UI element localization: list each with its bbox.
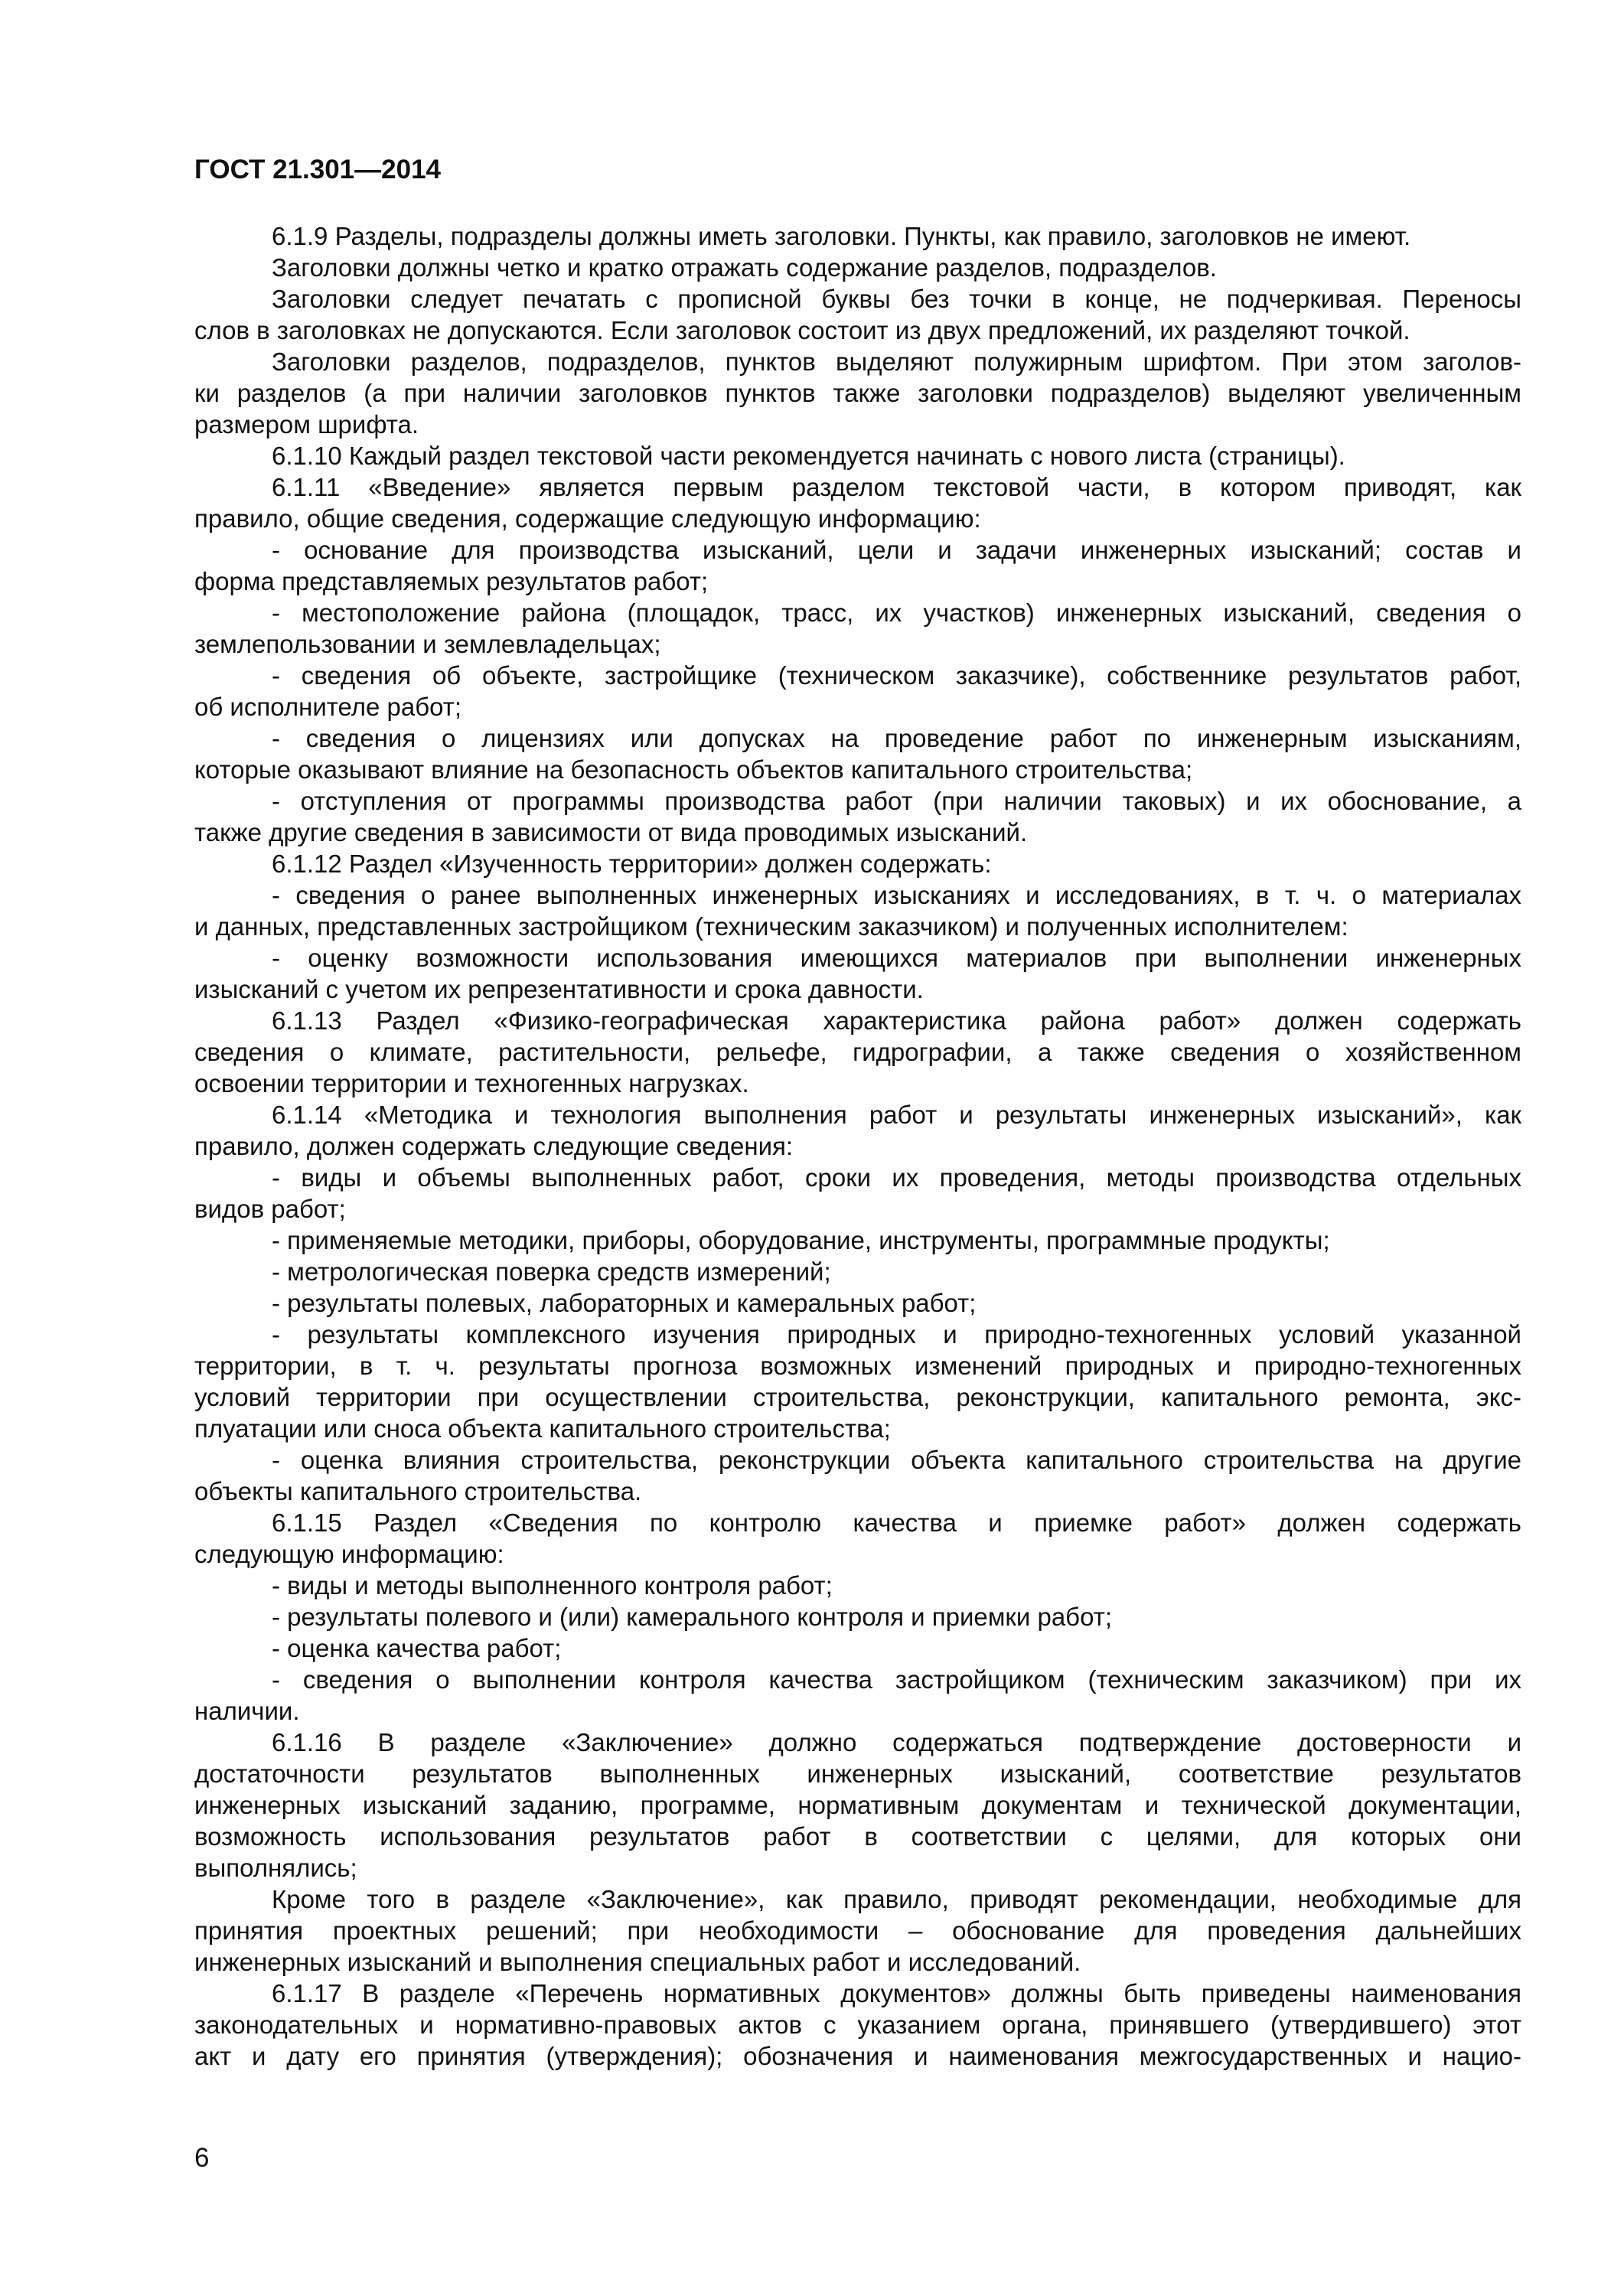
text-line: условий территории при осуществлении строительства, реконструкции, капитального ремонта, экс- [194,1383,1521,1411]
document-body [194,220,1521,2072]
text-line: форма представляемых результатов работ; [194,567,709,595]
text-line: сведения о климате, растительности, рельефе, гидрографии, а также сведения о хозяйственном [194,1038,1521,1066]
text-line: возможность использования результатов работ в соответствии с целями, для которых они [194,1822,1521,1851]
text-line: также другие сведения в зависимости от вида проводимых изысканий. [194,818,1028,846]
text-line: правило, общие сведения, содержащие следующую информацию: [194,504,981,533]
text-line: Заголовки должны четко и кратко отражать содержание разделов, подразделов. [272,253,1217,282]
text-line: - сведения об объекте, застройщике (техническом заказчике), собственнике результатов работ, [272,661,1521,690]
text-line: слов в заголовках не допускаются. Если заголовок состоит из двух предложений, их разделяют точкой. [194,316,1410,344]
text-line: - сведения о лицензиях или допусках на проведение работ по инженерным изысканиям, [272,724,1521,752]
text-line: территории, в т. ч. результаты прогноза возможных изменений природных и природно-техногенных [194,1352,1521,1380]
text-line: - оценка влияния строительства, реконструкции объекта капитального строительства на другие [272,1446,1521,1474]
text-line: размером шрифта. [194,410,419,439]
text-line: ки разделов (а при наличии заголовков пунктов также заголовки подразделов) выделяют увеличенным [194,379,1521,407]
text-line: об исполнителе работ; [194,693,462,721]
document-header: ГОСТ 21.301—2014 [194,155,442,184]
text-line: 6.1.15 Раздел «Сведения по контролю качества и приемке работ» должен содержать [272,1508,1521,1537]
text-line: землепользовании и землевладельцах; [194,630,661,658]
text-line: - оценку возможности использования имеющихся материалов при выполнении инженерных [272,944,1521,972]
text-line: инженерных изысканий и выполнения специальных работ и исследований. [194,1948,1081,1976]
text-line: - отступления от программы производства работ (при наличии таковых) и их обоснование, а [272,787,1521,815]
text-line: объекты капитального строительства. [194,1477,642,1505]
text-line: достаточности результатов выполненных инженерных изысканий, соответствие результатов [194,1760,1521,1788]
text-line: - оценка качества работ; [272,1634,562,1662]
text-line: которые оказывают влияние на безопасность объектов капитального строительства; [194,755,1193,784]
text-line: - метрологическая поверка средств измерений; [272,1257,831,1286]
text-line: - местоположение района (площадок, трасс, их участков) инженерных изысканий, сведения о [272,598,1521,627]
text-line: - сведения о выполнении контроля качества застройщиком (техническим заказчиком) при их [272,1665,1521,1694]
text-line: - виды и методы выполненного контроля работ; [272,1571,833,1600]
text-line: 6.1.13 Раздел «Физико-географическая характеристика района работ» должен содержать [272,1006,1521,1035]
text-line: - основание для производства изысканий, цели и задачи инженерных изысканий; состав и [272,536,1521,564]
text-line: - применяемые методики, приборы, оборудование, инструменты, программные продукты; [272,1226,1330,1254]
text-line: освоении территории и техногенных нагрузках. [194,1069,749,1097]
text-line: 6.1.12 Раздел «Изученность территории» должен содержать: [272,850,992,878]
text-line: 6.1.16 В разделе «Заключение» должно содержаться подтверждение достоверности и [272,1728,1521,1756]
text-line: выполнялись; [194,1854,357,1882]
text-line: плуатации или сноса объекта капитального строительства; [194,1414,891,1443]
text-line: - виды и объемы выполненных работ, сроки их проведения, методы производства отдельных [272,1163,1521,1192]
text-line: Заголовки следует печатать с прописной буквы без точки в конце, не подчеркивая. Переносы [272,285,1521,313]
text-line: правило, должен содержать следующие сведения: [194,1132,794,1160]
text-line: 6.1.14 «Методика и технология выполнения работ и результаты инженерных изысканий», как [272,1101,1521,1129]
text-line: и данных, представленных застройщиком (техническим заказчиком) и полученных исполнителем: [194,912,1348,941]
text-line: следующую информацию: [194,1540,504,1568]
text-line: - сведения о ранее выполненных инженерных изысканиях и исследованиях, в т. ч. о материалах [272,881,1521,909]
text-line: наличии. [194,1697,300,1725]
text-line: 6.1.9 Разделы, подразделы должны иметь заголовки. Пункты, как правило, заголовков не имеют. [272,222,1411,250]
text-line: инженерных изысканий заданию, программе, нормативным документам и технической документации, [194,1791,1521,1819]
text-line: принятия проектных решений; при необходимости – обоснование для проведения дальнейших [194,1916,1521,1945]
text-line: - результаты комплексного изучения природных и природно-техногенных условий указанной [272,1320,1521,1349]
page-number: 6 [194,2143,210,2173]
text-line: Заголовки разделов, подразделов, пунктов выделяют полужирным шрифтом. При этом заголов- [272,347,1521,376]
text-line: акт и дату его принятия (утверждения); обозначения и наименования межгосударственных и нацио- [194,2042,1521,2070]
text-line: законодательных и нормативно-правовых актов с указанием органа, принявшего (утвердившего) этот [194,2011,1521,2039]
text-line: - результаты полевого и (или) камерального контроля и приемки работ; [272,1603,1112,1631]
text-line: 6.1.11 «Введение» является первым разделом текстовой части, в котором приводят, как [272,473,1521,501]
text-line: изысканий с учетом их репрезентативности и срока давности. [194,975,924,1003]
text-line: видов работ; [194,1195,346,1223]
text-line: - результаты полевых, лабораторных и камеральных работ; [272,1289,977,1317]
text-line: Кроме того в разделе «Заключение», как правило, приводят рекомендации, необходимые для [272,1885,1521,1913]
text-line: 6.1.10 Каждый раздел текстовой части рекомендуется начинать с нового листа (страницы). [272,442,1345,470]
text-line: 6.1.17 В разделе «Перечень нормативных документов» должны быть приведены наименования [272,1979,1521,2007]
